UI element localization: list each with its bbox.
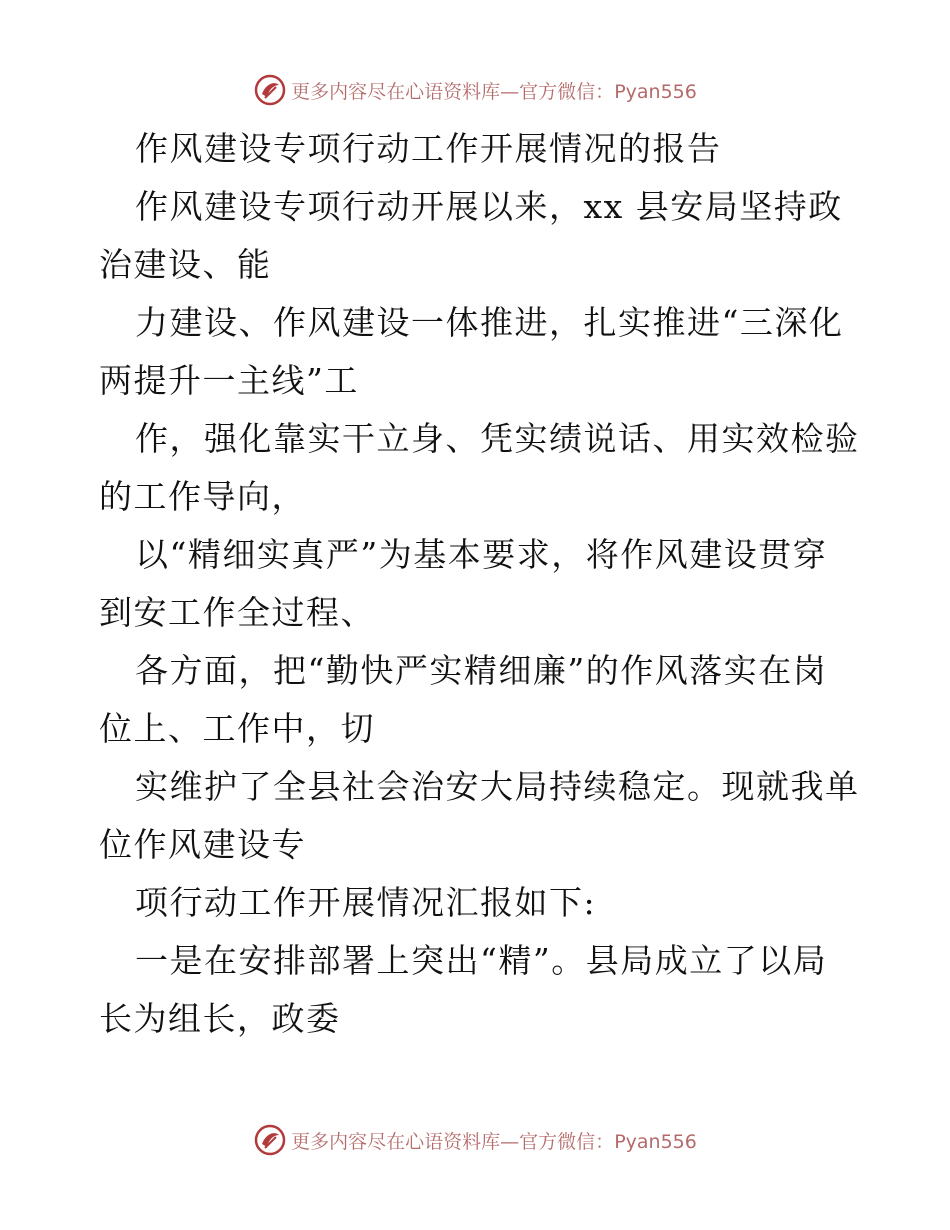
paragraph-line: 力建设、作风建设一体推进，扎实推进“三深化 (135, 303, 844, 342)
paragraph-line: 各方面，把“勤快严实精细廉”的作风落实在岗 (135, 651, 828, 690)
header-watermark (0, 70, 950, 110)
paragraph-line: 长为组长，政委 (99, 999, 341, 1038)
paragraph-line: 作风建设专项行动开展以来，xx 县安局坚持政 (135, 187, 843, 226)
paragraph-line: 作，强化靠实干立身、凭实绩说话、用实效检验 (135, 419, 860, 458)
footer-watermark (0, 1120, 950, 1160)
paragraph-line: 以“精细实真严”为基本要求，将作风建设贯穿 (135, 535, 828, 574)
seal-logo-icon (253, 73, 287, 107)
watermark-dash: — (500, 80, 520, 103)
paragraph-line: 位上、工作中，切 (99, 709, 375, 748)
watermark-text (291, 1127, 697, 1154)
paragraph-line: 治建设、能 (99, 245, 272, 284)
watermark-wechat-label: 官方微信： (519, 80, 615, 103)
seal-logo-icon (253, 1123, 287, 1157)
paragraph-line: 位作风建设专 (99, 825, 306, 864)
watermark-wechat-label: 官方微信： (519, 1130, 615, 1153)
paragraph-line: 两提升一主线”工 (99, 361, 359, 400)
watermark-wechat-id: Pyan556 (614, 1130, 697, 1153)
paragraph-line: 一是在安排部署上突出“精”。县局成立了以局 (135, 941, 828, 980)
watermark-main: 更多内容尽在心语资料库 (291, 1130, 501, 1153)
watermark-main: 更多内容尽在心语资料库 (291, 80, 501, 103)
paragraph-line: 项行动工作开展情况汇报如下: (135, 883, 597, 922)
paragraph-line: 的工作导向， (99, 477, 306, 516)
watermark-dash: — (500, 1130, 520, 1153)
document-body (99, 120, 859, 1048)
document-title: 作风建设专项行动工作开展情况的报告 (135, 129, 722, 168)
paragraph-line: 实维护了全县社会治安大局持续稳定。现就我单 (135, 767, 860, 806)
watermark-wechat-id: Pyan556 (614, 80, 697, 103)
paragraph-line: 到安工作全过程、 (99, 593, 375, 632)
watermark-text (291, 77, 697, 104)
